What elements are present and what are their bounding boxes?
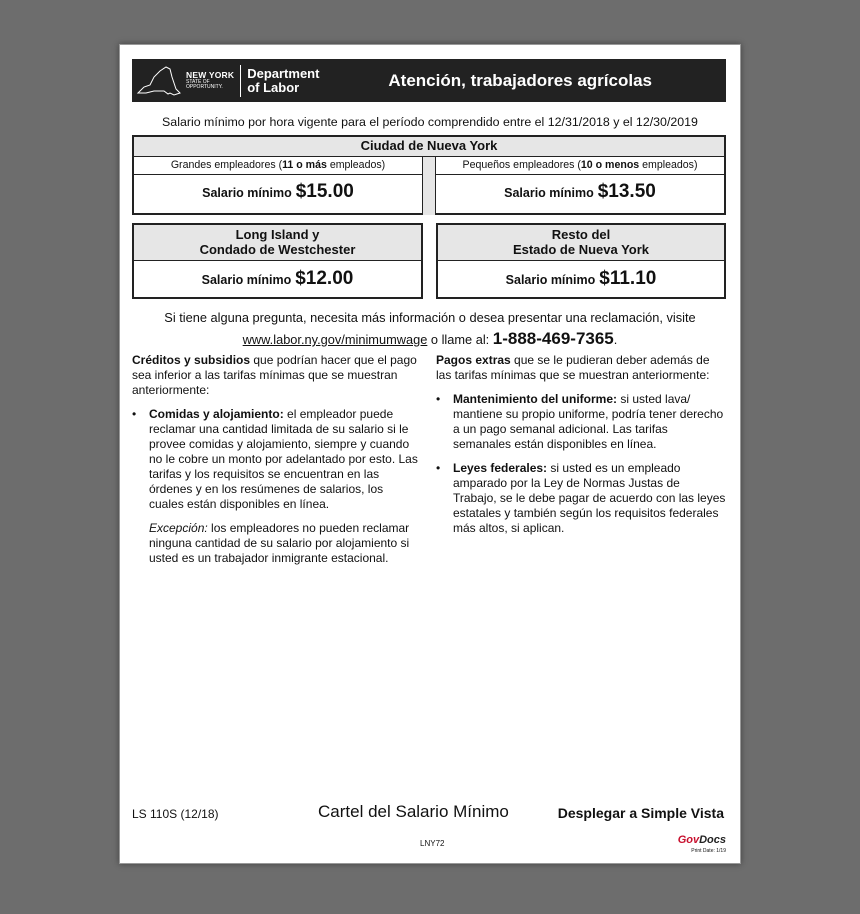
print-id: LNY72 <box>420 839 445 848</box>
wage-amount: $11.10 <box>599 268 657 289</box>
poster-page <box>119 44 741 864</box>
nyc-wage-box <box>132 135 726 215</box>
govdocs-logo: GovDocs Print Date: 1/19 <box>677 834 726 854</box>
credits-intro: Créditos y subsidios que podrían hacer que el pago sea inferior a las tarifas mínimas que se muestran anteriormente: <box>132 353 417 397</box>
dept-line-1: Department <box>247 65 320 81</box>
department-name <box>247 67 319 95</box>
wage-amount: $12.00 <box>295 268 354 289</box>
nyc-small-employers <box>436 157 724 215</box>
list-item: • Leyes federales: si usted es un empleado amparado por la Ley de Normas Justas de Trabajo, se le debe pagar de acuerdo con las leyes estatales y también según los requisitos federales más altos, si aplican. <box>436 461 726 536</box>
logo-state-name: NEW YORK <box>186 70 235 81</box>
wage-amount: $15.00 <box>295 181 354 202</box>
wage-amount: $13.50 <box>597 181 656 202</box>
nys-logo <box>132 59 241 102</box>
rest-of-state-title: Resto del Estado de Nueva York <box>438 225 724 261</box>
contact-line-2: www.labor.ny.gov/minimumwage o llame al: 1-888-469-7365. <box>242 329 618 348</box>
long-island-wage: Salario mínimo $12.00 <box>201 268 354 289</box>
contact-line-1: Si tiene alguna pregunta, necesita más información o desea presentar una reclamación, visite <box>164 310 696 325</box>
long-island-title: Long Island y Condado de Westchester <box>134 225 421 261</box>
column-divider <box>422 157 436 215</box>
ny-state-map-icon <box>134 63 182 99</box>
display-instruction: Desplegar a Simple Vista <box>557 805 724 821</box>
contact-info <box>120 307 740 350</box>
credits-list <box>132 407 418 512</box>
phone-number: 1-888-469-7365 <box>492 329 614 348</box>
rest-of-state-wage: Salario mínimo $11.10 <box>505 268 657 289</box>
footer-title: Cartel del Salario Mínimo <box>318 802 509 821</box>
extra-pay-intro: Pagos extras que se le pudieran deber además de las tarifas mínimas que se muestran anteriormente: <box>436 353 710 382</box>
effective-period: Salario mínimo por hora vigente para el período comprendido entre el 12/31/2018 y el 12/30/2019 <box>162 115 698 129</box>
nyc-large-employers <box>134 157 422 215</box>
poster-title: Atención, trabajadores agrícolas <box>388 70 652 90</box>
nys-wordmark <box>186 65 241 97</box>
small-employers-wage: Salario mínimo $13.50 <box>504 181 656 202</box>
small-employers-label: Pequeños empleadores (10 o menos empleados) <box>436 157 724 175</box>
print-date: Print Date: 1/19 <box>691 848 726 854</box>
large-employers-label: Grandes empleadores (11 o más empleados) <box>134 157 422 175</box>
list-item: • Mantenimiento del uniforme: si usted lava/ mantiene su propio uniforme, podría tener derecho a un pago semanal adicional. Las tarifas semanales están disponibles en línea. <box>436 392 726 452</box>
nyc-title: Ciudad de Nueva York <box>134 137 724 157</box>
extra-pay-list <box>436 392 726 536</box>
form-code: LS 110S (12/18) <box>132 807 219 821</box>
rest-of-state-wage-box <box>436 223 726 299</box>
credits-column <box>132 353 418 575</box>
long-island-wage-box <box>132 223 423 299</box>
extra-pay-column <box>436 353 726 545</box>
logo-tagline-1: STATE OF <box>186 78 210 85</box>
exception-note: Excepción: los empleadores no pueden reclamar ninguna cantidad de su salario por alojamiento si usted es un trabajador inmigrante estacional. <box>149 521 410 565</box>
dept-line-2: of Labor <box>247 79 300 95</box>
logo-tagline-2: OPPORTUNITY. <box>186 83 223 90</box>
large-employers-wage: Salario mínimo $15.00 <box>202 181 354 202</box>
header-bar <box>132 59 726 102</box>
list-item: • Comidas y alojamiento: el empleador puede reclamar una cantidad limitada de su salario si le provee comidas y alojamiento, siempre y cuando no le cobre un monto por adelantado por esto. Las tarifas y los requisitos se encuentran en las órdenes y en los resúmenes de salarios, los cuales están disponibles en línea. <box>132 407 418 512</box>
website-link[interactable]: www.labor.ny.gov/minimumwage <box>242 332 428 347</box>
